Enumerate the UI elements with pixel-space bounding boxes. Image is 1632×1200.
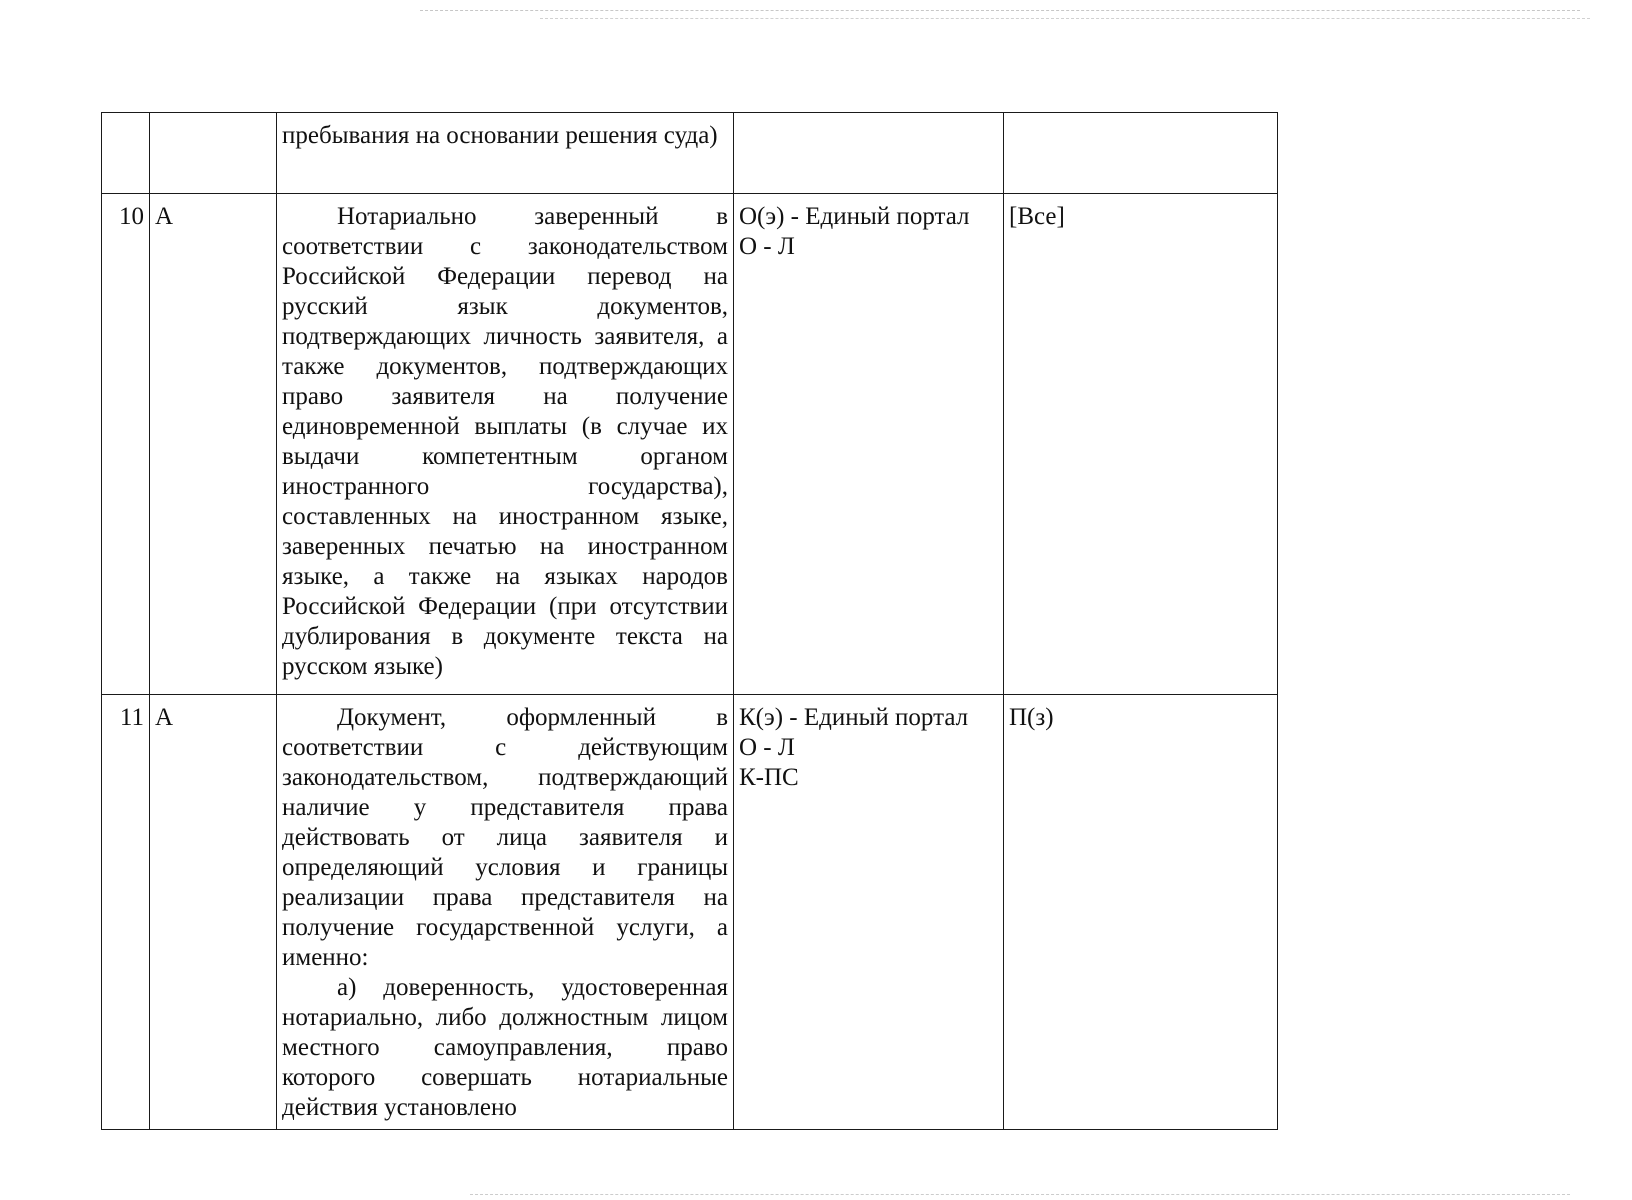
source-line: К-ПС bbox=[739, 764, 799, 791]
description-paragraph: Документ, оформленный в соответствии с действующим законодательством, подтверждающий наличие у представителя права действовать от лица заявителя и определяющий условия и границы реализации права представителя на получение государственной услуги, а именно: bbox=[282, 704, 728, 971]
row-number-cell: 10 bbox=[102, 194, 150, 695]
row-source-cell bbox=[734, 194, 1004, 695]
table-row-10 bbox=[102, 194, 1278, 695]
source-line: О - Л bbox=[739, 734, 795, 761]
table-row-continuation bbox=[102, 113, 1278, 194]
table-row-11 bbox=[102, 695, 1278, 1130]
row-note-cell: [Все] bbox=[1004, 194, 1278, 695]
row-number-cell bbox=[102, 113, 150, 194]
source-line: О(э) - Единый портал bbox=[739, 203, 970, 230]
source-line: К(э) - Единый портал bbox=[739, 704, 969, 731]
row-number-cell: 11 bbox=[102, 695, 150, 1130]
document-table bbox=[101, 112, 1278, 1130]
scan-artifact-top bbox=[420, 10, 1580, 11]
description-paragraph: а) доверенность, удостоверенная нотариально, либо должностным лицом местного самоуправления, право которого совершать нотариальные действия установлено bbox=[282, 974, 728, 1121]
source-line: О - Л bbox=[739, 233, 795, 260]
row-source-cell bbox=[734, 113, 1004, 194]
description-paragraph: пребывания на основании решения суда) bbox=[282, 122, 718, 149]
description-paragraph: Нотариально заверенный в соответствии с законодательством Российской Федерации перевод на русский язык документов, подтверждающих личность заявителя, а также документов, подтверждающих право заявителя на получение единовременной выплаты (в случае их выдачи компетентным органом иностранного государства), составленных на иностранном языке, заверенных печатью на иностранном языке, а также на языках народов Российской Федерации (при отсутствии дублирования в документе текста на русском языке) bbox=[282, 203, 728, 680]
row-source-cell bbox=[734, 695, 1004, 1130]
row-description-cell bbox=[277, 113, 734, 194]
row-type-cell: А bbox=[150, 194, 277, 695]
row-note-cell: П(з) bbox=[1004, 695, 1278, 1130]
row-description-cell bbox=[277, 194, 734, 695]
scan-artifact-top-secondary bbox=[540, 18, 1590, 19]
row-type-cell: А bbox=[150, 695, 277, 1130]
row-note-cell bbox=[1004, 113, 1278, 194]
row-type-cell bbox=[150, 113, 277, 194]
row-description-cell bbox=[277, 695, 734, 1130]
scan-artifact-bottom bbox=[470, 1194, 1570, 1195]
